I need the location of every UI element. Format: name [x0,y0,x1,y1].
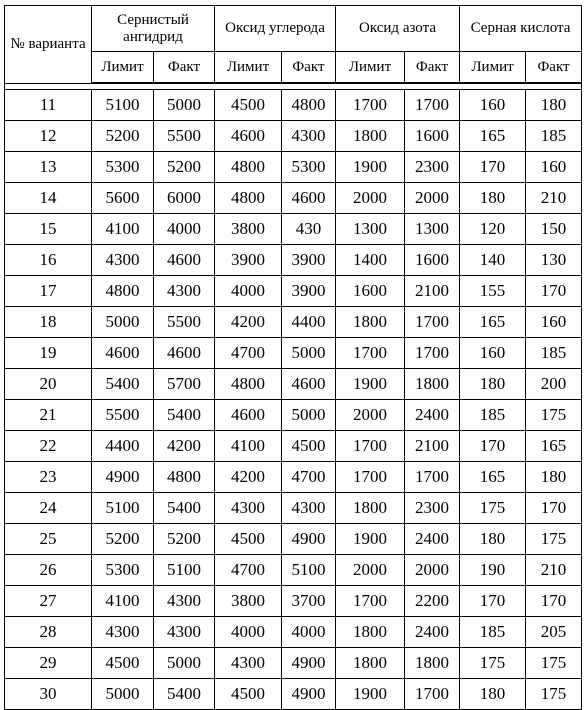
table-row [5,524,582,555]
nitrogen-oxide-limit-cell: 1700 [336,586,405,617]
carbon-monoxide-limit-cell: 4800 [215,369,282,400]
table-row [5,648,582,679]
sulfur-dioxide-limit-cell: 4300 [92,617,154,648]
table-row [5,431,582,462]
nitrogen-oxide-limit-cell: 2000 [336,555,405,586]
fact-header: Факт [526,52,582,84]
carbon-monoxide-fact-cell: 4400 [282,307,336,338]
table-row [5,214,582,245]
table-row [5,369,582,400]
sulfuric-acid-limit-cell: 175 [460,648,526,679]
sulfuric-acid-fact-cell: 180 [526,462,582,493]
nitrogen-oxide-fact-cell: 1600 [405,245,460,276]
nitrogen-oxide-limit-cell: 1800 [336,493,405,524]
sulfur-dioxide-limit-cell: 4400 [92,431,154,462]
carbon-monoxide-limit-cell: 4800 [215,152,282,183]
carbon-monoxide-limit-cell: 4300 [215,648,282,679]
table-row [5,338,582,369]
nitrogen-oxide-limit-cell: 1800 [336,121,405,152]
table-row [5,617,582,648]
carbon-monoxide-limit-cell: 4800 [215,183,282,214]
sulfur-dioxide-limit-cell: 5000 [92,679,154,710]
variant-number-cell: 30 [5,679,92,710]
sulfur-dioxide-fact-cell: 5200 [154,524,215,555]
sulfuric-acid-limit-cell: 190 [460,555,526,586]
carbon-monoxide-fact-cell: 4300 [282,493,336,524]
table-row [5,555,582,586]
sulfur-dioxide-limit-cell: 4900 [92,462,154,493]
nitrogen-oxide-fact-cell: 2400 [405,617,460,648]
sulfur-dioxide-limit-cell: 5500 [92,400,154,431]
carbon-monoxide-fact-cell: 430 [282,214,336,245]
carbon-monoxide-fact-cell: 3900 [282,276,336,307]
variant-number-cell: 19 [5,338,92,369]
sulfuric-acid-limit-cell: 165 [460,462,526,493]
carbon-monoxide-fact-cell: 4000 [282,617,336,648]
sulfuric-acid-limit-cell: 160 [460,90,526,121]
table-row [5,276,582,307]
sulfuric-acid-fact-cell: 130 [526,245,582,276]
nitrogen-oxide-limit-cell: 1700 [336,338,405,369]
sulfuric-acid-limit-cell: 170 [460,586,526,617]
sulfur-dioxide-fact-cell: 4300 [154,586,215,617]
carbon-monoxide-limit-cell: 4500 [215,524,282,555]
nitrogen-oxide-fact-cell: 2200 [405,586,460,617]
sulfur-dioxide-limit-cell: 5000 [92,307,154,338]
limit-header: Лимит [92,52,154,84]
nitrogen-oxide-fact-cell: 1700 [405,462,460,493]
sulfuric-acid-fact-cell: 150 [526,214,582,245]
nitrogen-oxide-fact-cell: 2000 [405,555,460,586]
sulfuric-acid-fact-cell: 175 [526,648,582,679]
fact-header: Факт [405,52,460,84]
table-row [5,400,582,431]
variant-header: № варианта [5,6,92,84]
carbon-monoxide-fact-cell: 5100 [282,555,336,586]
carbon-monoxide-fact-cell: 4600 [282,183,336,214]
carbon-monoxide-limit-cell: 4700 [215,555,282,586]
nitrogen-oxide-limit-cell: 1600 [336,276,405,307]
carbon-monoxide-fact-cell: 4300 [282,121,336,152]
sulfur-dioxide-limit-cell: 4100 [92,586,154,617]
limit-header: Лимит [215,52,282,84]
table-header [5,6,582,84]
nitrogen-oxide-fact-cell: 1700 [405,307,460,338]
table-row [5,586,582,617]
sulfur-dioxide-limit-cell: 4800 [92,276,154,307]
emissions-table [4,5,582,710]
carbon-monoxide-limit-cell: 3800 [215,214,282,245]
sulfuric-acid-fact-cell: 165 [526,431,582,462]
carbon-monoxide-limit-cell: 4000 [215,617,282,648]
variant-number-cell: 24 [5,493,92,524]
sulfuric-acid-fact-cell: 200 [526,369,582,400]
sulfuric-acid-limit-cell: 155 [460,276,526,307]
sulfur-dioxide-fact-cell: 5000 [154,90,215,121]
carbon-monoxide-fact-cell: 4500 [282,431,336,462]
sulfur-dioxide-fact-cell: 5400 [154,400,215,431]
carbon-monoxide-limit-cell: 4600 [215,400,282,431]
variant-number-cell: 28 [5,617,92,648]
nitrogen-oxide-fact-cell: 2100 [405,431,460,462]
table-row [5,183,582,214]
table-row [5,152,582,183]
sulfur-dioxide-fact-cell: 5500 [154,121,215,152]
limit-header: Лимит [460,52,526,84]
limit-header: Лимит [336,52,405,84]
sulfur-dioxide-limit-cell: 5100 [92,90,154,121]
nitrogen-oxide-limit-cell: 1900 [336,524,405,555]
sulfur-dioxide-limit-cell: 5200 [92,121,154,152]
variant-number-cell: 12 [5,121,92,152]
sulfuric-acid-limit-cell: 180 [460,369,526,400]
carbon-monoxide-limit-cell: 4200 [215,307,282,338]
sulfur-dioxide-limit-cell: 5200 [92,524,154,555]
sulfuric-acid-fact-cell: 175 [526,524,582,555]
sulfur-dioxide-limit-cell: 4100 [92,214,154,245]
nitrogen-oxide-fact-cell: 2100 [405,276,460,307]
carbon-monoxide-fact-cell: 3900 [282,245,336,276]
sulfur-dioxide-limit-cell: 5600 [92,183,154,214]
nitrogen-oxide-limit-cell: 2000 [336,183,405,214]
sulfuric-acid-fact-cell: 210 [526,555,582,586]
sulfuric-acid-limit-cell: 165 [460,121,526,152]
carbon-monoxide-limit-cell: 4700 [215,338,282,369]
sulfuric-acid-fact-cell: 170 [526,586,582,617]
sulfur-dioxide-fact-cell: 5500 [154,307,215,338]
sulfuric-acid-fact-cell: 205 [526,617,582,648]
variant-number-cell: 17 [5,276,92,307]
variant-number-cell: 23 [5,462,92,493]
sulfuric-acid-fact-cell: 170 [526,276,582,307]
nitrogen-oxide-fact-cell: 1800 [405,648,460,679]
carbon-monoxide-fact-cell: 4900 [282,524,336,555]
sulfur-dioxide-fact-cell: 5700 [154,369,215,400]
nitrogen-oxide-limit-cell: 1900 [336,679,405,710]
nitrogen-oxide-limit-cell: 1400 [336,245,405,276]
nitrogen-oxide-limit-cell: 1700 [336,431,405,462]
sulfuric-acid-fact-cell: 170 [526,493,582,524]
nitrogen-oxide-fact-cell: 1300 [405,214,460,245]
carbon-monoxide-fact-cell: 4900 [282,648,336,679]
carbon-monoxide-fact-cell: 5000 [282,400,336,431]
sulfur-dioxide-fact-cell: 4200 [154,431,215,462]
variant-number-cell: 18 [5,307,92,338]
fact-header: Факт [282,52,336,84]
sulfur-dioxide-limit-cell: 4600 [92,338,154,369]
sulfuric-acid-limit-cell: 185 [460,617,526,648]
carbon-monoxide-fact-cell: 4600 [282,369,336,400]
sulfur-dioxide-limit-cell: 5400 [92,369,154,400]
sulfur-dioxide-fact-cell: 4600 [154,338,215,369]
sulfur-dioxide-fact-cell: 5400 [154,493,215,524]
fact-header: Факт [154,52,215,84]
sulfur-dioxide-limit-cell: 5100 [92,493,154,524]
carbon-monoxide-limit-cell: 4500 [215,90,282,121]
table-row [5,679,582,710]
variant-number-cell: 14 [5,183,92,214]
sulfuric-acid-limit-cell: 180 [460,524,526,555]
carbon-monoxide-limit-cell: 4100 [215,431,282,462]
carbon-monoxide-fact-cell: 4700 [282,462,336,493]
nitrogen-oxide-fact-cell: 1600 [405,121,460,152]
nitrogen-oxide-fact-cell: 1700 [405,679,460,710]
sulfuric-acid-limit-cell: 170 [460,152,526,183]
variant-number-cell: 15 [5,214,92,245]
carbon-monoxide-limit-cell: 3900 [215,245,282,276]
sulfur-dioxide-fact-cell: 6000 [154,183,215,214]
nitrogen-oxide-fact-cell: 1800 [405,369,460,400]
nitrogen-oxide-limit-cell: 1800 [336,307,405,338]
variant-number-cell: 22 [5,431,92,462]
sulfuric-acid-limit-cell: 160 [460,338,526,369]
nitrogen-oxide-limit-cell: 1900 [336,369,405,400]
group-header-sulfur-dioxide: Сернистый ангидрид [92,6,215,52]
carbon-monoxide-fact-cell: 5300 [282,152,336,183]
nitrogen-oxide-fact-cell: 2000 [405,183,460,214]
sulfur-dioxide-fact-cell: 4800 [154,462,215,493]
carbon-monoxide-limit-cell: 4600 [215,121,282,152]
carbon-monoxide-limit-cell: 4500 [215,679,282,710]
nitrogen-oxide-limit-cell: 2000 [336,400,405,431]
sulfuric-acid-limit-cell: 175 [460,493,526,524]
sulfur-dioxide-limit-cell: 5300 [92,555,154,586]
carbon-monoxide-limit-cell: 4200 [215,462,282,493]
nitrogen-oxide-fact-cell: 2400 [405,524,460,555]
variant-number-cell: 26 [5,555,92,586]
sulfuric-acid-fact-cell: 185 [526,121,582,152]
nitrogen-oxide-limit-cell: 1800 [336,617,405,648]
table-row [5,245,582,276]
sulfur-dioxide-limit-cell: 5300 [92,152,154,183]
variant-number-cell: 20 [5,369,92,400]
sulfur-dioxide-limit-cell: 4300 [92,245,154,276]
variant-number-cell: 27 [5,586,92,617]
sulfur-dioxide-fact-cell: 5200 [154,152,215,183]
nitrogen-oxide-limit-cell: 1700 [336,90,405,121]
carbon-monoxide-limit-cell: 4300 [215,493,282,524]
nitrogen-oxide-limit-cell: 1800 [336,648,405,679]
variant-number-cell: 29 [5,648,92,679]
table-row [5,493,582,524]
group-header-carbon-monoxide: Оксид углерода [215,6,336,52]
nitrogen-oxide-fact-cell: 2300 [405,152,460,183]
sulfur-dioxide-fact-cell: 4300 [154,617,215,648]
sulfuric-acid-limit-cell: 120 [460,214,526,245]
sulfuric-acid-limit-cell: 185 [460,400,526,431]
carbon-monoxide-limit-cell: 3800 [215,586,282,617]
group-header-sulfuric-acid: Серная кислота [460,6,582,52]
variant-number-cell: 21 [5,400,92,431]
variant-number-cell: 16 [5,245,92,276]
nitrogen-oxide-fact-cell: 1700 [405,90,460,121]
carbon-monoxide-fact-cell: 4900 [282,679,336,710]
sulfur-dioxide-fact-cell: 5000 [154,648,215,679]
carbon-monoxide-fact-cell: 3700 [282,586,336,617]
sulfur-dioxide-fact-cell: 5100 [154,555,215,586]
sulfur-dioxide-fact-cell: 4300 [154,276,215,307]
table-row [5,121,582,152]
sulfuric-acid-limit-cell: 165 [460,307,526,338]
nitrogen-oxide-fact-cell: 2400 [405,400,460,431]
sulfuric-acid-fact-cell: 160 [526,152,582,183]
group-header-nitrogen-oxide: Оксид азота [336,6,460,52]
sulfur-dioxide-fact-cell: 4000 [154,214,215,245]
table-row [5,90,582,121]
variant-number-cell: 25 [5,524,92,555]
table-row [5,307,582,338]
sulfuric-acid-fact-cell: 180 [526,90,582,121]
sulfuric-acid-fact-cell: 175 [526,679,582,710]
nitrogen-oxide-limit-cell: 1300 [336,214,405,245]
carbon-monoxide-fact-cell: 5000 [282,338,336,369]
sulfur-dioxide-fact-cell: 5400 [154,679,215,710]
sulfuric-acid-fact-cell: 175 [526,400,582,431]
nitrogen-oxide-limit-cell: 1900 [336,152,405,183]
sulfuric-acid-limit-cell: 180 [460,679,526,710]
sulfur-dioxide-fact-cell: 4600 [154,245,215,276]
variant-number-cell: 11 [5,90,92,121]
sulfuric-acid-fact-cell: 210 [526,183,582,214]
sulfuric-acid-limit-cell: 170 [460,431,526,462]
table-body [5,83,582,710]
nitrogen-oxide-fact-cell: 1700 [405,338,460,369]
carbon-monoxide-fact-cell: 4800 [282,90,336,121]
variant-number-cell: 13 [5,152,92,183]
nitrogen-oxide-fact-cell: 2300 [405,493,460,524]
sulfur-dioxide-limit-cell: 4500 [92,648,154,679]
sulfuric-acid-limit-cell: 140 [460,245,526,276]
sulfuric-acid-fact-cell: 185 [526,338,582,369]
carbon-monoxide-limit-cell: 4000 [215,276,282,307]
table-row [5,462,582,493]
sulfuric-acid-limit-cell: 180 [460,183,526,214]
sulfuric-acid-fact-cell: 160 [526,307,582,338]
nitrogen-oxide-limit-cell: 1700 [336,462,405,493]
